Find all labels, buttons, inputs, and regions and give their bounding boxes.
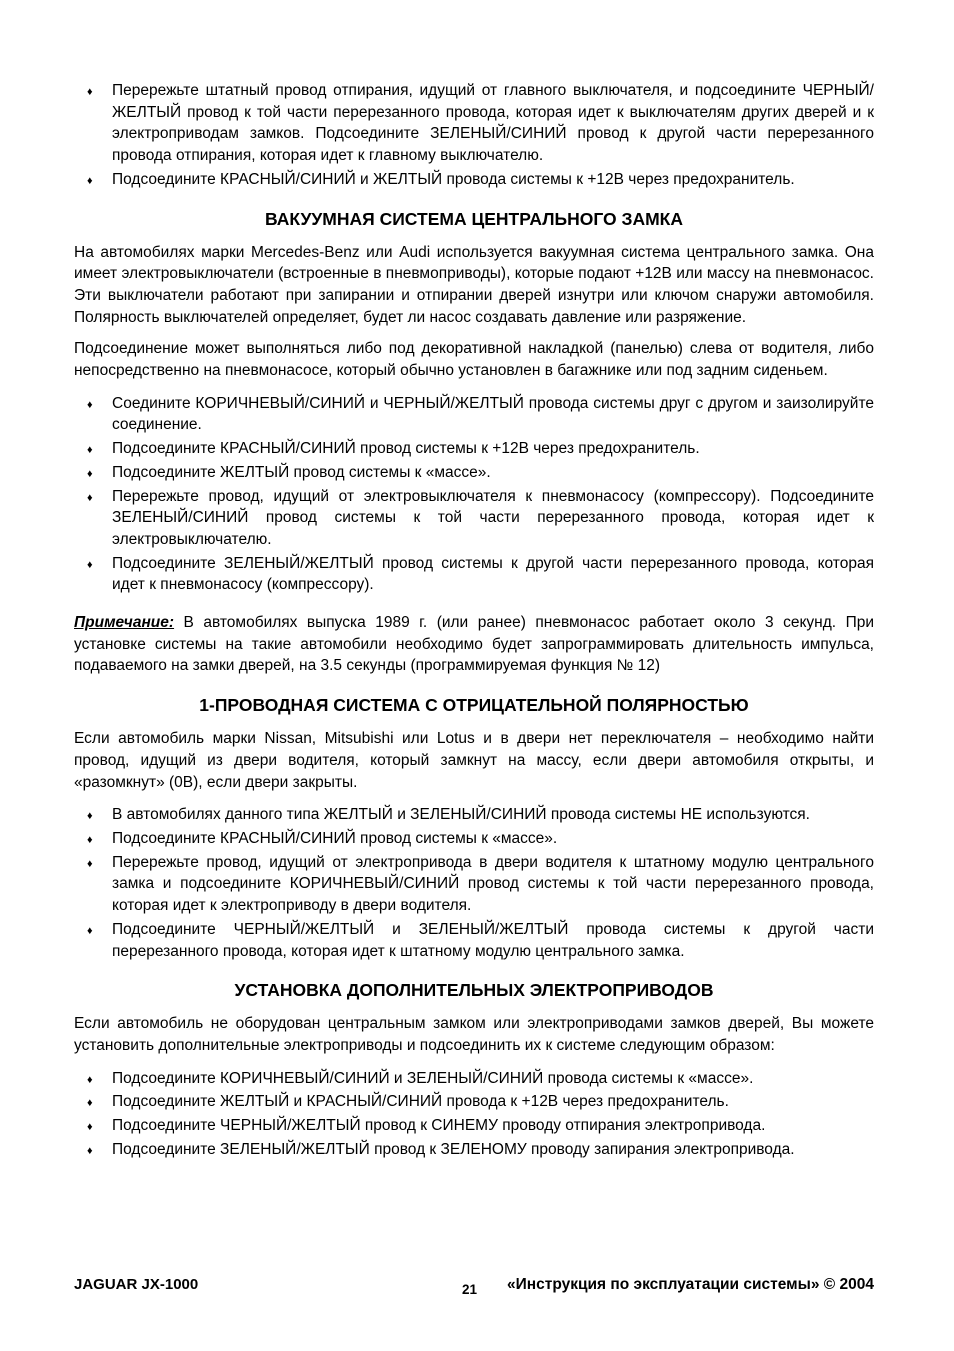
diamond-bullet-icon: ♦ bbox=[87, 924, 93, 937]
list-item bbox=[74, 1091, 874, 1113]
bullet-text: Соедините КОРИЧНЕВЫЙ/СИНИЙ и ЧЕРНЫЙ/ЖЕЛТЫЙ провода системы друг с другом и заизолируйте соединение. bbox=[112, 394, 874, 434]
footer-title: «Инструкция по эксплуатации системы» © 2004 bbox=[506, 1276, 874, 1293]
diamond-bullet-icon: ♦ bbox=[87, 467, 93, 480]
list-item bbox=[74, 553, 874, 596]
bullet-text: Подсоедините ЖЕЛТЫЙ провод системы к «массе». bbox=[112, 463, 491, 481]
list-item bbox=[74, 462, 874, 484]
footer-model-label: JAGUAR JX-1000 bbox=[74, 1276, 199, 1293]
list-item bbox=[74, 919, 874, 962]
note-paragraph bbox=[74, 612, 874, 677]
list-item bbox=[74, 486, 874, 551]
list-item bbox=[74, 1068, 874, 1090]
bullet-text: Подсоедините КРАСНЫЙ/СИНИЙ провод системы к +12В через предохранитель. bbox=[112, 440, 700, 458]
paragraph: Если автомобиль не оборудован центральным замком или электроприводами замков дверей, Вы можете установить дополнительные электроприводы и подсоединить их к системе следующим образом: bbox=[74, 1015, 874, 1054]
list-item bbox=[74, 804, 874, 826]
bullet-text: Подсоедините ЗЕЛЕНЫЙ/ЖЕЛТЫЙ провод к ЗЕЛЕНОМУ проводу запирания электропривода. bbox=[112, 1140, 795, 1158]
list-item bbox=[74, 169, 874, 191]
paragraph: Подсоединение может выполняться либо под декоративной накладкой (панелью) слева от водителя, либо непосредственно на пневмонасосе, который обычно установлен в багажнике или под задним сиденьем. bbox=[74, 340, 874, 380]
list-item bbox=[74, 1139, 874, 1161]
bullet-text: Подсоедините ЧЕРНЫЙ/ЖЕЛТЫЙ и ЗЕЛЕНЫЙ/ЖЕЛТЫЙ провода системы к другой части перерезанного провода, которая идет к штатному модулю центрального замка. bbox=[112, 920, 874, 960]
list-item bbox=[74, 828, 874, 850]
paragraph: На автомобилях марки Mercedes-Benz или Audi используется вакуумная система центрального замка. Она имеет электровыключатели (встроенные в пневмоприводы), которые подают +12В или массу на пневмонасос. Эти выключатели работают при запирании и отпирании дверей изнутри или ключом снаружи автомобиля. Полярность выключателей определяет, будет ли насос создавать давление или разряжение. bbox=[74, 243, 874, 326]
list-item bbox=[74, 852, 874, 917]
diamond-bullet-icon: ♦ bbox=[87, 1097, 93, 1110]
diamond-bullet-icon: ♦ bbox=[87, 398, 93, 411]
actuators-bullet-list bbox=[74, 1068, 874, 1161]
list-item bbox=[74, 1115, 874, 1137]
diamond-bullet-icon: ♦ bbox=[87, 174, 93, 187]
diamond-bullet-icon: ♦ bbox=[87, 1073, 93, 1086]
page-footer bbox=[74, 1274, 874, 1300]
page-number: 21 bbox=[462, 1282, 478, 1297]
bullet-text: Перережьте провод, идущий от электропривода в двери водителя к штатному модулю центрального замка и подсоедините КОРИЧНЕВЫЙ/СИНИЙ провод системы к той части перерезанного провода, которая идет к электроприводу в двери водителя. bbox=[112, 853, 874, 915]
section-heading-vacuum: ВАКУУМНАЯ СИСТЕМА ЦЕНТРАЛЬНОГО ЗАМКА bbox=[265, 208, 683, 229]
diamond-bullet-icon: ♦ bbox=[87, 810, 93, 823]
bullet-text: Подсоедините КРАСНЫЙ/СИНИЙ и ЖЕЛТЫЙ провода системы к +12В через предохранитель. bbox=[112, 170, 795, 188]
diamond-bullet-icon: ♦ bbox=[87, 1144, 93, 1157]
bullet-text: Подсоедините ЧЕРНЫЙ/ЖЕЛТЫЙ провод к СИНЕМУ проводу отпирания электропривода. bbox=[112, 1117, 766, 1135]
vacuum-bullet-list bbox=[74, 393, 874, 596]
intro-bullet-list bbox=[74, 80, 874, 191]
note-text: В автомобилях выпуска 1989 г. (или ранее) пневмонасос работает около 3 секунд. При установке системы на такие автомобили необходимо будет запрограммировать длительность импульса, подаваемого на замки дверей, на 3.5 секунды (программируемая функция № 12) bbox=[74, 614, 874, 675]
bullet-text: Подсоедините ЖЕЛТЫЙ и КРАСНЫЙ/СИНИЙ провода к +12В через предохранитель. bbox=[112, 1093, 729, 1111]
list-item bbox=[74, 80, 874, 167]
diamond-bullet-icon: ♦ bbox=[87, 857, 93, 870]
bullet-text: Подсоедините ЗЕЛЕНЫЙ/ЖЕЛТЫЙ провод системы к другой части перерезанного провода, которая идет к пневмонасосу (компрессору). bbox=[112, 554, 874, 594]
diamond-bullet-icon: ♦ bbox=[87, 833, 93, 846]
bullet-text: Перережьте штатный провод отпирания, идущий от главного выключателя, и подсоедините ЧЕРНЫЙ/ЖЕЛТЫЙ провод к той части перерезанного провода, которая идет к выключателям других дверей и к электроприводам замков. Подсоедините ЗЕЛЕНЫЙ/СИНИЙ провод к другой части перерезанного провода отпирания, которая идет к главному выключателю. bbox=[112, 82, 874, 165]
diamond-bullet-icon: ♦ bbox=[87, 86, 93, 98]
list-item bbox=[74, 438, 874, 460]
bullet-text: Подсоедините КРАСНЫЙ/СИНИЙ провод системы к «массе». bbox=[112, 829, 558, 847]
diamond-bullet-icon: ♦ bbox=[87, 558, 93, 571]
paragraph: Если автомобиль марки Nissan, Mitsubishi или Lotus и в двери нет переключателя – необходимо найти провод, идущий из двери водителя, который замкнут на массу, если двери автомобиля открыты, и «разомкнут» (0В), если двери закрыты. bbox=[74, 730, 874, 791]
section-heading-one-wire: 1-ПРОВОДНАЯ СИСТЕМА С ОТРИЦАТЕЛЬНОЙ ПОЛЯРНОСТЬЮ bbox=[199, 695, 749, 716]
bullet-text: Перережьте провод, идущий от электровыключателя к пневмонасосу (компрессору). Подсоедините ЗЕЛЕНЫЙ/СИНИЙ провод системы к той части перерезанного провода, которая идет к электровыключателю. bbox=[112, 487, 874, 548]
note-label: Примечание: bbox=[74, 614, 175, 632]
diamond-bullet-icon: ♦ bbox=[87, 491, 93, 504]
bullet-text: В автомобилях данного типа ЖЕЛТЫЙ и ЗЕЛЕНЫЙ/СИНИЙ провода системы НЕ используются. bbox=[112, 806, 810, 824]
one-wire-bullet-list bbox=[74, 804, 874, 962]
diamond-bullet-icon: ♦ bbox=[87, 1121, 93, 1134]
bullet-text: Подсоедините КОРИЧНЕВЫЙ/СИНИЙ и ЗЕЛЕНЫЙ/СИНИЙ провода системы к «массе». bbox=[112, 1069, 754, 1087]
section-heading-actuators: УСТАНОВКА ДОПОЛНИТЕЛЬНЫХ ЭЛЕКТРОПРИВОДОВ bbox=[234, 980, 714, 1001]
diamond-bullet-icon: ♦ bbox=[87, 444, 93, 457]
list-item bbox=[74, 393, 874, 436]
